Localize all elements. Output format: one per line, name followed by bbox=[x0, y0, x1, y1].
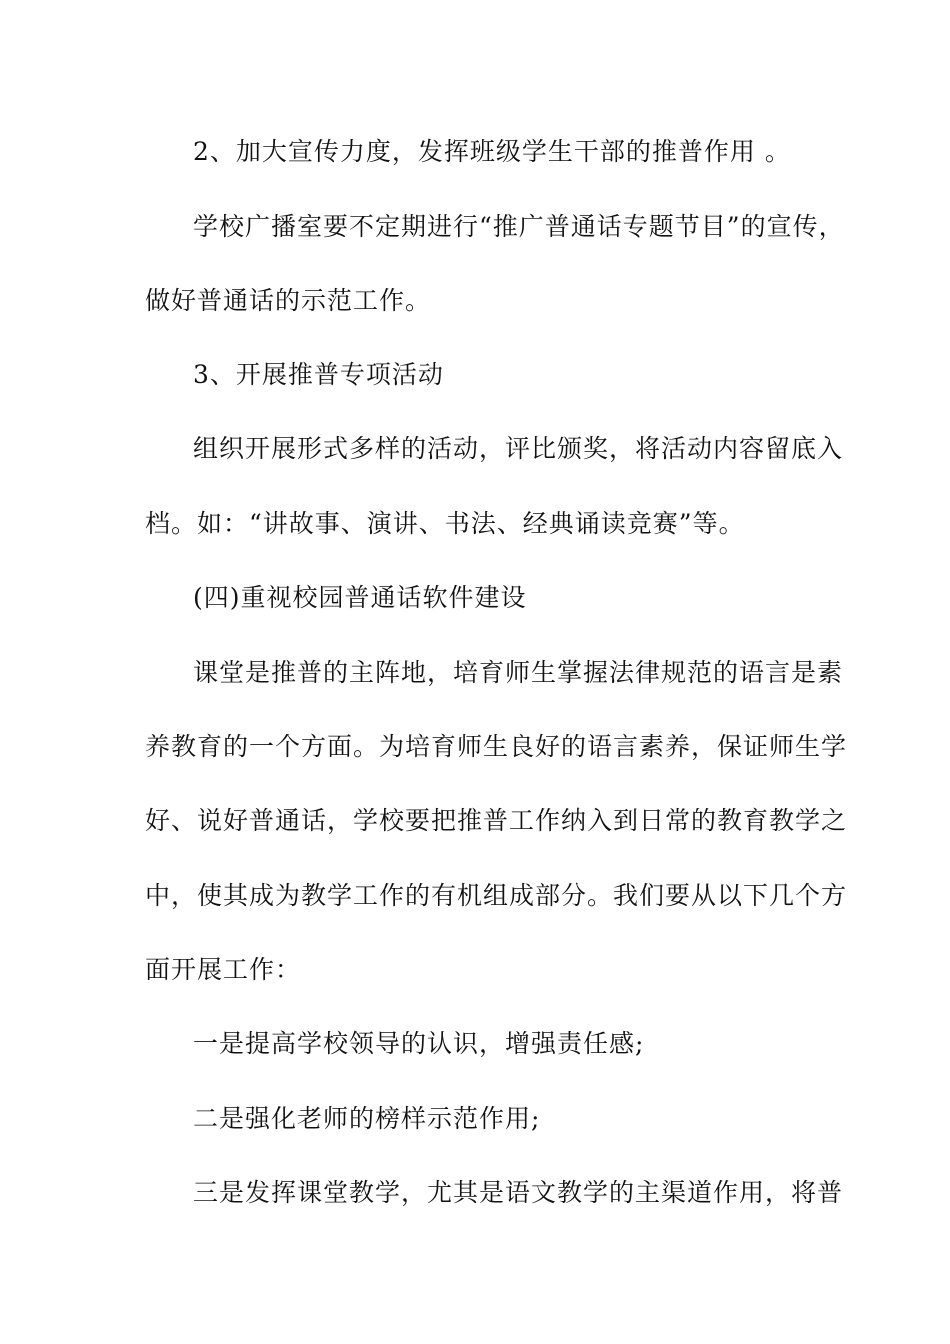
paragraph-line: 档。如：“讲故事、演讲、书法、经典诵读竞赛”等。 bbox=[145, 509, 745, 538]
paragraph-line: 面开展工作： bbox=[145, 955, 302, 984]
list-item: 一是提高学校领导的认识，增强责任感; bbox=[193, 1029, 645, 1058]
list-item: 二是强化老师的榜样示范作用; bbox=[193, 1104, 541, 1133]
paragraph-line: 课堂是推普的主阵地，培育师生掌握法律规范的语言是素 bbox=[193, 658, 844, 687]
list-item: 三是发挥课堂教学，尤其是语文教学的主渠道作用，将普 bbox=[193, 1178, 844, 1207]
paragraph-line: 2、加大宣传力度，发挥班级学生干部的推普作用 。 bbox=[193, 137, 791, 166]
paragraph-line: 中，使其成为教学工作的有机组成部分。我们要从以下几个方 bbox=[145, 881, 848, 910]
section-heading: (四)重视校园普通话软件建设 bbox=[193, 583, 527, 612]
paragraph-line: 组织开展形式多样的活动，评比颁奖，将活动内容留底入 bbox=[193, 434, 844, 463]
paragraph-line: 好、说好普通话，学校要把推普工作纳入到日常的教育教学之 bbox=[145, 806, 848, 835]
paragraph-line: 做好普通话的示范工作。 bbox=[145, 286, 432, 315]
paragraph-line: 3、开展推普专项活动 bbox=[193, 360, 444, 389]
paragraph-line: 学校广播室要不定期进行“推广普通话专题节目”的宣传， bbox=[193, 212, 845, 241]
paragraph-line: 养教育的一个方面。为培育师生良好的语言素养，保证师生学 bbox=[145, 732, 848, 761]
